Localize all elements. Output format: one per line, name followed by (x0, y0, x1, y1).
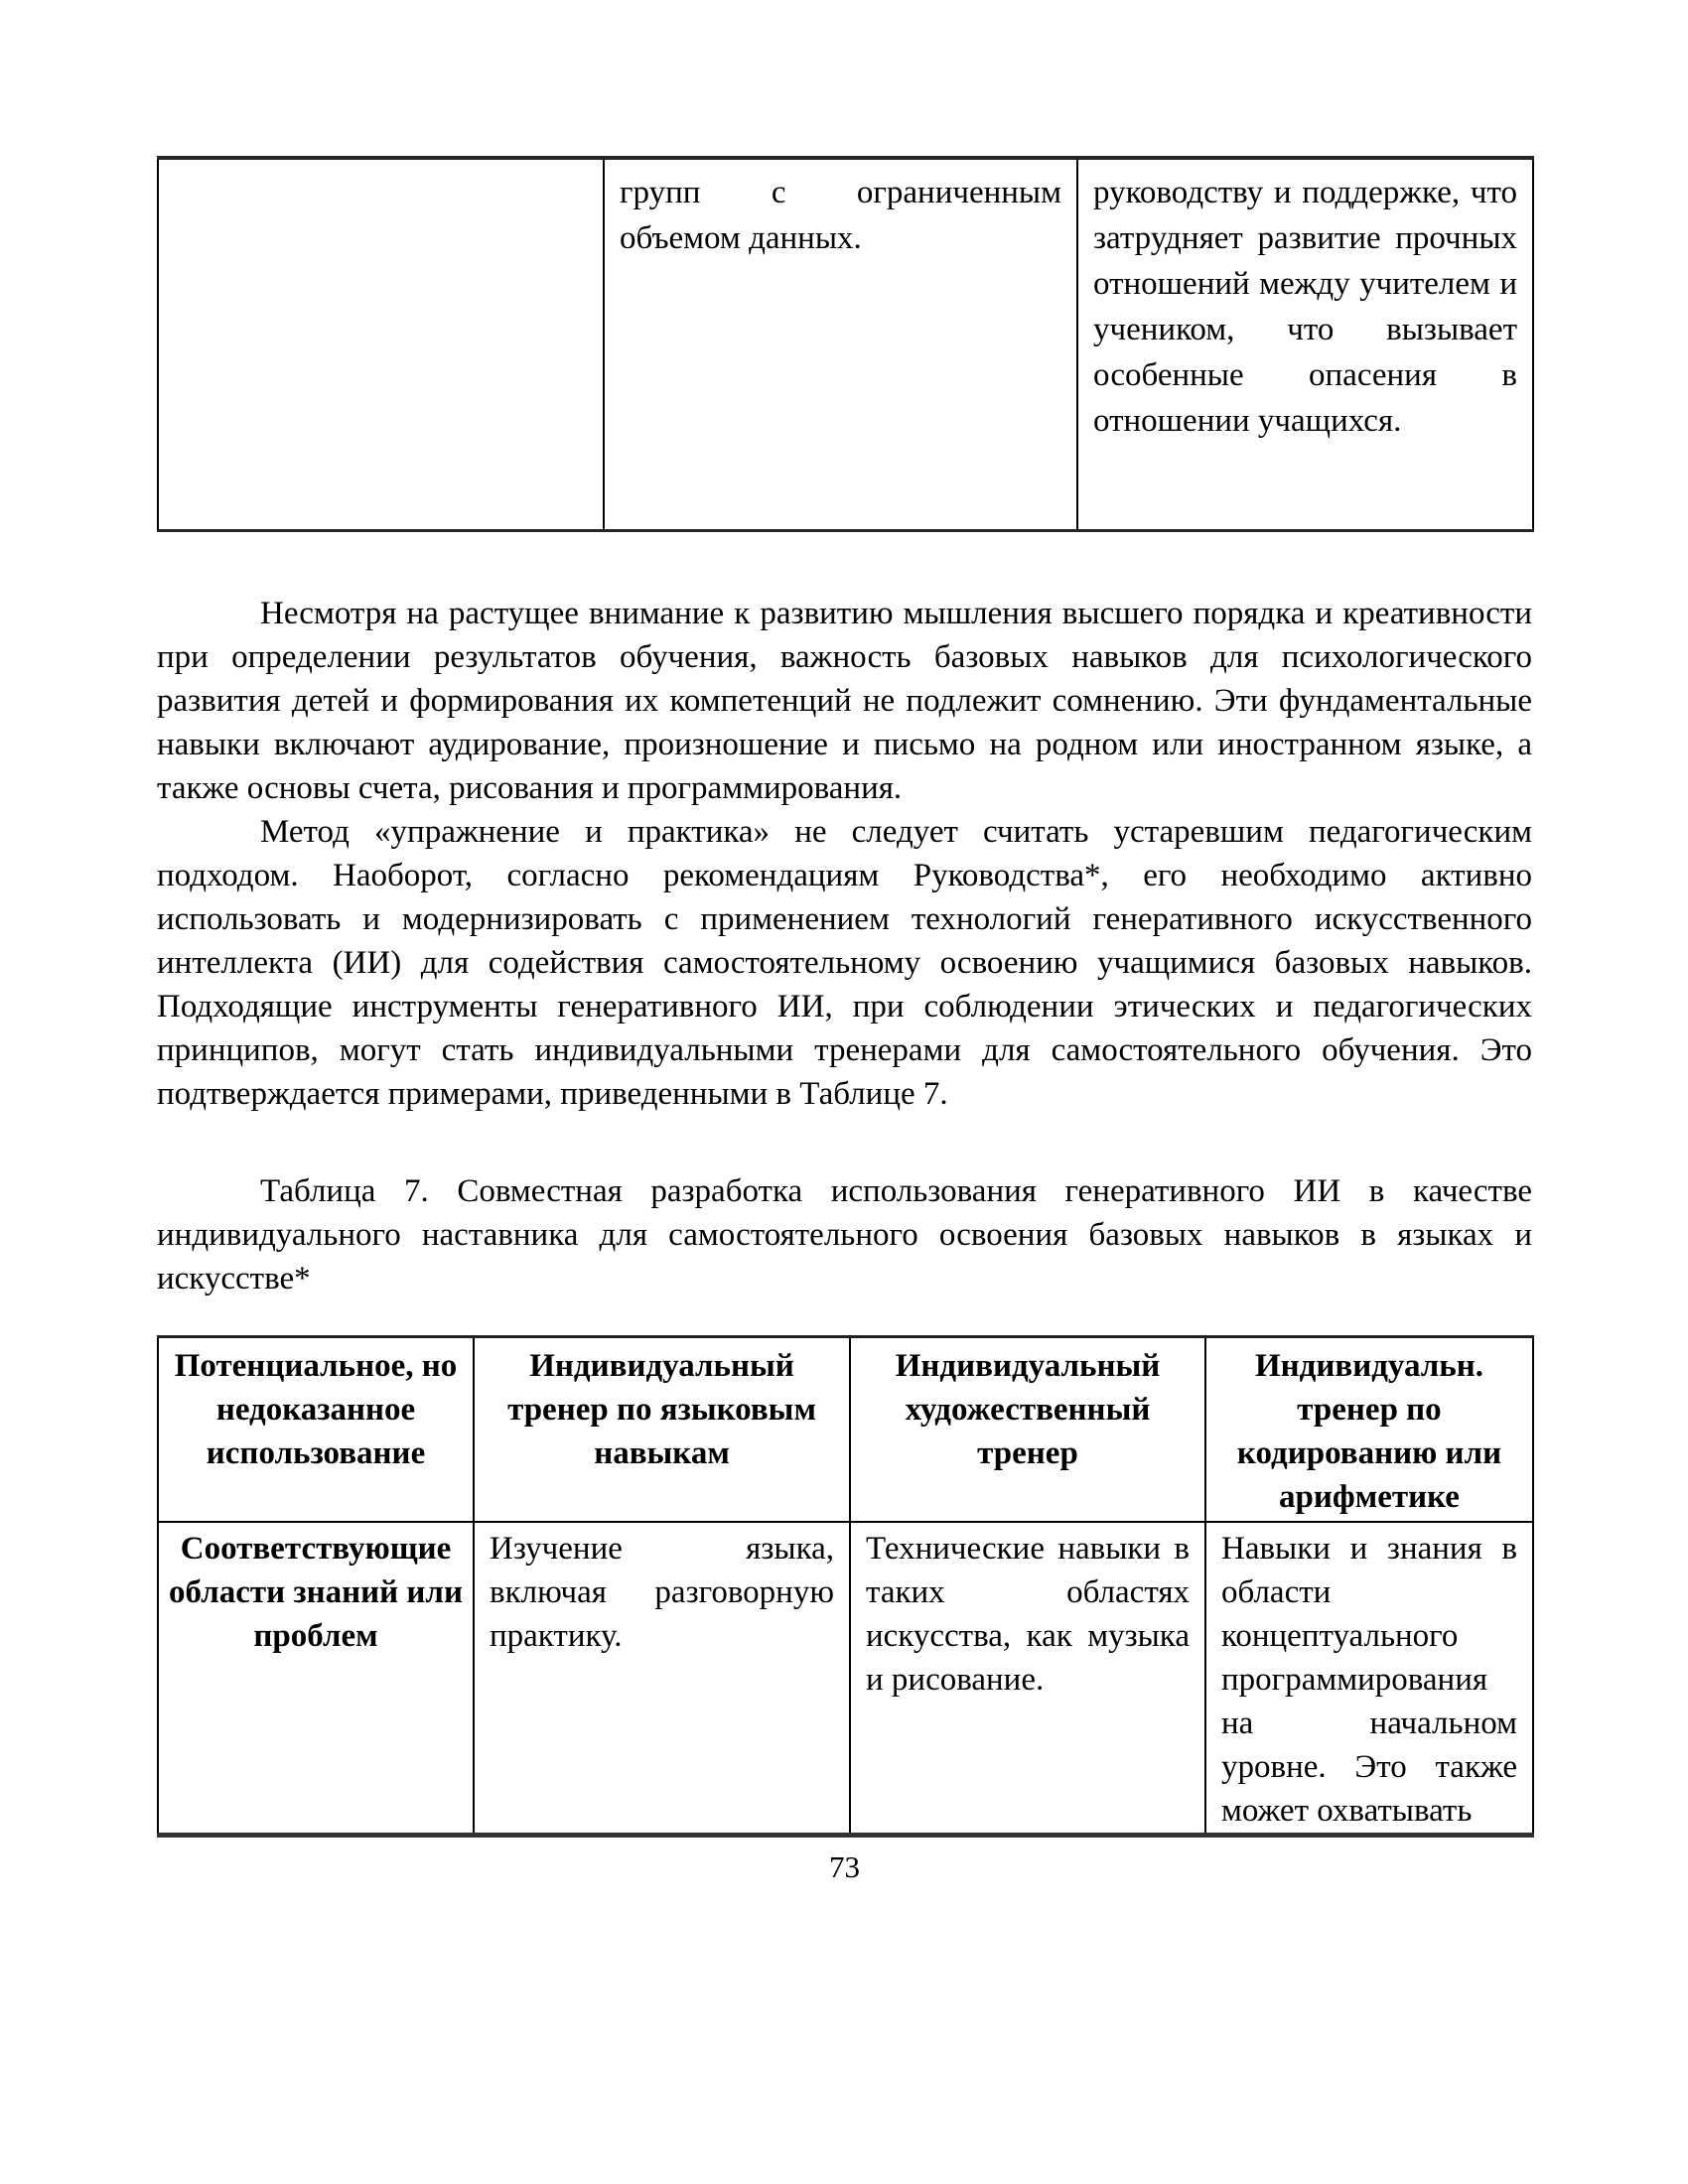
table7-header-language-coach: Индивидуальный тренер по языковым навыкам (474, 1336, 850, 1522)
table7-header-art-coach: Индивидуальный художественный тренер (850, 1336, 1205, 1522)
table7 (157, 1335, 1534, 1838)
continuation-cell-empty (158, 158, 604, 530)
table7-caption: Таблица 7. Совместная разработка использования генеративного ИИ в качестве индивидуального наставника для самостоятельного освоения базовых навыков в языках и искусстве* (157, 1172, 1532, 1297)
table7-cell-art (850, 1522, 1205, 1836)
page-content (157, 156, 1532, 1887)
table7-header-coding-coach: Индивидуальн. тренер по кодированию или арифметике (1205, 1336, 1533, 1522)
table7-cell-art-text: Технические навыки в таких областях искусства, как музыка и рисование. (866, 1530, 1190, 1698)
body-text-block (157, 592, 1532, 1116)
continuation-cell-right: руководству и поддержке, что затрудняет развитие прочных отношений между учителем и учеником, что вызывает особенные опасения в отношении учащихся. (1077, 158, 1533, 530)
table7-cell-coding-text: Навыки и знания в области концептуального программирования на начальном уровне. Это также может охватывать (1221, 1530, 1517, 1829)
continuation-table (157, 156, 1534, 532)
table7-cell-coding (1205, 1522, 1533, 1836)
table7-row-label-cell (158, 1522, 474, 1836)
paragraph-basic-skills: Несмотря на растущее внимание к развитию мышления высшего порядка и креативности при определении результатов обучения, важность базовых навыков для психологического развития детей и формирования их компетенций не подлежит сомнению. Эти фундаментальные навыки включают аудирование, произношение и письмо на родном или иностранном языке, а также основы счета, рисования и программирования. (157, 595, 1532, 806)
table7-row-label: Соответствующие области знаний или проблем (169, 1530, 463, 1654)
table7-body-row (158, 1522, 1533, 1836)
table7-cell-language-text: Изучение языка, включая разговорную практику. (490, 1530, 834, 1654)
paragraph-drill-practice: Метод «упражнение и практика» не следует считать устаревшим педагогическим подходом. Наоборот, согласно рекомендациям Руководства*, его необходимо активно использовать и модернизировать с применением технологий генеративного искусственного интеллекта (ИИ) для содействия самостоятельному освоению учащимися базовых навыков. Подходящие инструменты генеративного ИИ, при соблюдении этических и педагогических принципов, могут стать индивидуальными тренерами для самостоятельного обучения. Это подтверждается примерами, приведенными в Таблице 7. (157, 813, 1532, 1112)
table7-cell-language (474, 1522, 850, 1836)
table7-header-row (158, 1336, 1533, 1522)
page-number: 73 (829, 1848, 860, 1884)
table7-header-potential-use: Потенциальное, но недоказанное использование (158, 1336, 474, 1522)
continuation-table-row (158, 158, 1533, 530)
continuation-cell-middle: групп с ограниченным объемом данных. (604, 158, 1077, 530)
